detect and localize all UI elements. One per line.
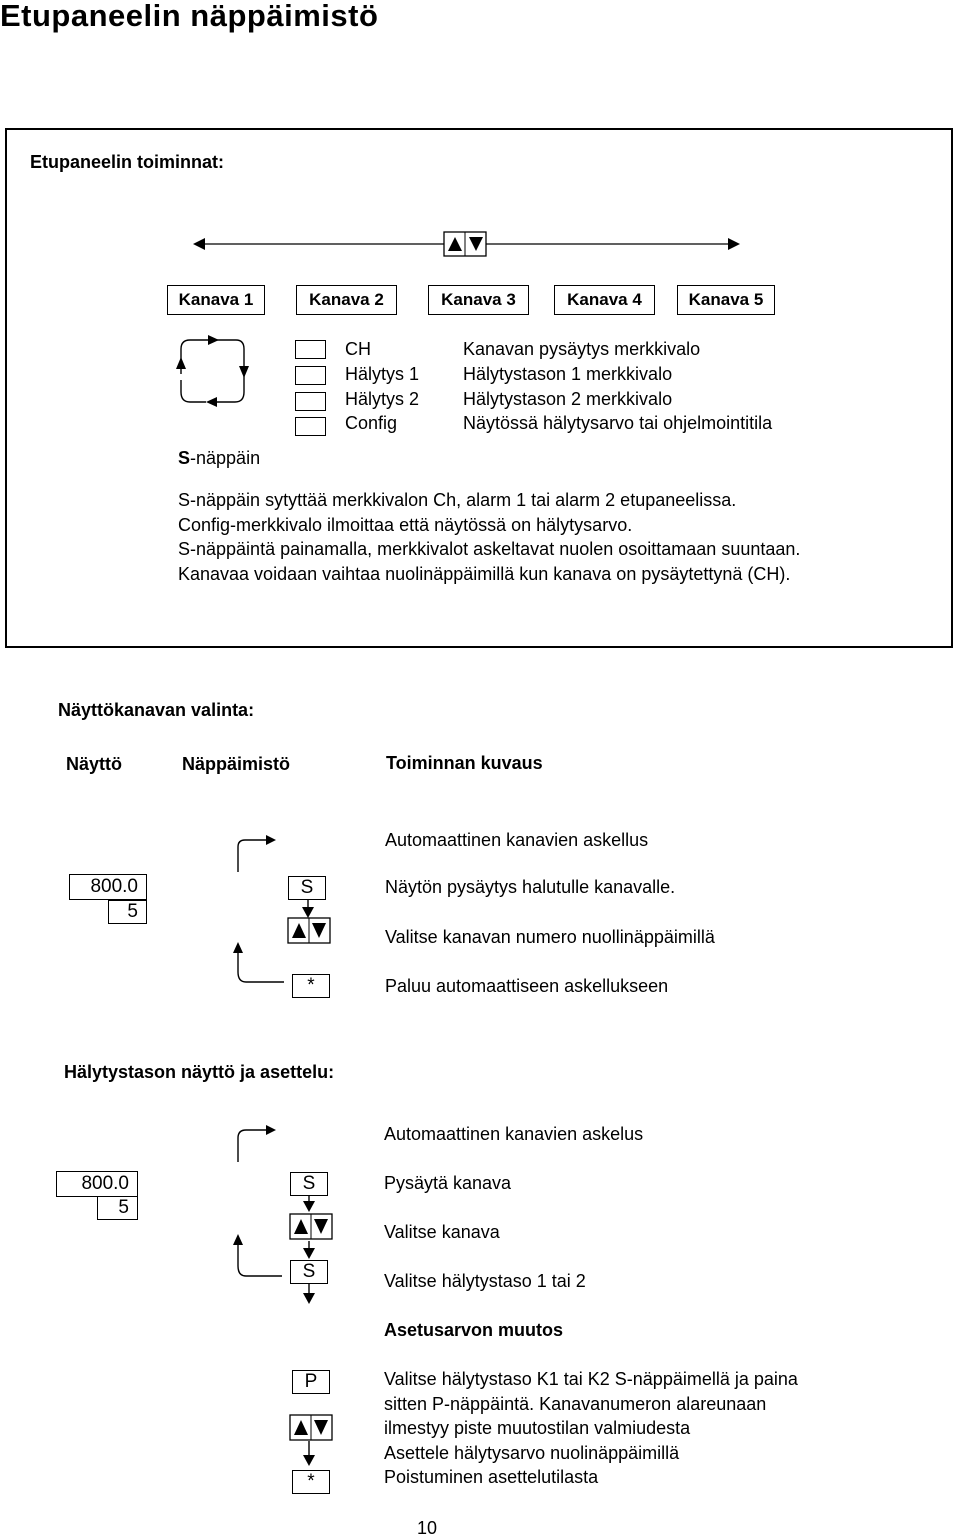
channel-box-4: Kanava 4 — [554, 285, 655, 315]
cycle-up-arrow-icon — [176, 357, 186, 369]
channel-step-3: Valitse kanavan numero nuollinäppäimillä — [385, 927, 715, 947]
left-arrowhead-icon — [193, 238, 205, 250]
s-key-cycle-icon — [181, 340, 244, 402]
indicator-desc-alarm2: Hälytystason 2 merkkivalo — [463, 389, 673, 409]
cycle-left-arrow-icon — [206, 397, 217, 407]
channel-step-1: Automaattinen kanavien askellus — [385, 830, 649, 850]
panel-note-4: Kanavaa voidaan vaihtaa nuolinäppäimillä kun kanava on pysäytettynä (CH). — [178, 564, 791, 584]
alarm-step-4: Valitse hälytystaso 1 tai 2 — [384, 1271, 586, 1291]
s-key-down-arrow-icon — [302, 907, 314, 918]
return-up-arrow-icon — [233, 942, 243, 953]
s-key-letter: S — [178, 448, 191, 468]
channel-box-5: Kanava 5 — [677, 285, 775, 315]
alarm-s-key-text-1: S — [302, 1173, 316, 1194]
alarm-display-value: 800.0 — [81, 1173, 129, 1194]
alarm-display-channel: 5 — [118, 1197, 129, 1218]
alarm-step-1: Automaattinen kanavien askelus — [384, 1124, 644, 1144]
setpoint-arrow-keys-icon — [290, 1415, 332, 1440]
indicator-name-config: Config — [345, 413, 398, 433]
s-key-text: S — [300, 877, 314, 898]
setpoint-line-1: Valitse hälytystaso K1 tai K2 S-näppäimellä ja paina — [384, 1369, 798, 1389]
setpoint-line-3: ilmestyy piste muutostilan valmiudesta — [384, 1418, 691, 1438]
right-arrowhead-icon — [728, 238, 740, 250]
panel-note-1: S-näppäin sytyttää merkkivalon Ch, alarm 1 tai alarm 2 etupaneelissa. — [178, 490, 737, 510]
channel-box-1: Kanava 1 — [167, 285, 265, 315]
channel-step-4: Paluu automaattiseen askellukseen — [385, 976, 669, 996]
alarm-flow — [238, 1130, 309, 1459]
setpoint-line-5: Poistuminen asettelutilasta — [384, 1467, 599, 1487]
page-number: 10 — [417, 1518, 438, 1538]
alarm-arrow-keys-icon — [290, 1214, 332, 1239]
setpoint-line-2: sitten P-näppäintä. Kanavanumeron alareunaan — [384, 1394, 767, 1414]
col-header-display: Näyttö — [66, 754, 123, 774]
alarm-step-3: Valitse kanava — [384, 1222, 500, 1242]
indicator-desc-ch: Kanavan pysäytys merkkivalo — [463, 339, 701, 359]
alarm-star-key-text: * — [307, 1471, 315, 1492]
display-channel: 5 — [127, 901, 138, 922]
display-value: 800.0 — [90, 876, 138, 897]
indicator-name-ch: CH — [345, 339, 371, 359]
setpoint-down-arrow-icon — [303, 1455, 315, 1466]
panel-heading: Etupaneelin toiminnat: — [30, 152, 225, 172]
p-key-text: P — [304, 1371, 318, 1392]
cycle-right-arrow-icon — [208, 335, 219, 345]
alarm-s2-down-arrow-icon — [303, 1293, 315, 1304]
setpoint-heading: Asetusarvon muutos — [384, 1320, 564, 1340]
alarm-s-key-text-2: S — [302, 1261, 316, 1282]
panel-note-3: S-näppäintä painamalla, merkkivalot askeltavat nuolen osoittamaan suuntaan. — [178, 539, 801, 559]
page-title: Etupaneelin näppäimistö — [0, 0, 379, 33]
alarm-return-up-arrow-icon — [233, 1234, 243, 1245]
indicator-name-alarm1: Hälytys 1 — [345, 364, 420, 384]
channel-box-2: Kanava 2 — [296, 285, 397, 315]
alarm-redo-arrow-icon — [266, 1125, 276, 1135]
indicator-name-alarm2: Hälytys 2 — [345, 389, 420, 409]
col-header-keys: Näppäimistö — [182, 754, 291, 774]
indicator-desc-alarm1: Hälytystason 1 merkkivalo — [463, 364, 673, 384]
alarm-s-down-arrow-icon — [303, 1201, 315, 1212]
redo-arrow-icon — [266, 835, 276, 845]
star-key-text: * — [307, 975, 315, 996]
setpoint-line-4: Asettele hälytysarvo nuolinäppäimillä — [384, 1443, 680, 1463]
panel-note-2: Config-merkkivalo ilmoittaa että näytössä on hälytysarvo. — [178, 515, 633, 535]
cycle-down-arrow-icon — [239, 366, 249, 378]
s-key-label-rest: -näppäin — [190, 448, 261, 468]
channel-select-flow — [238, 840, 308, 982]
channel-box-3: Kanava 3 — [428, 285, 529, 315]
col-header-desc: Toiminnan kuvaus — [386, 753, 543, 773]
channel-step-2: Näytön pysäytys halutulle kanavalle. — [385, 877, 676, 897]
indicator-desc-config: Näytössä hälytysarvo tai ohjelmointitila — [463, 413, 773, 433]
channel-select-heading: Näyttökanavan valinta: — [58, 700, 255, 720]
alarm-step-2: Pysäytä kanava — [384, 1173, 512, 1193]
channel-nav-arrows — [193, 232, 740, 256]
alarm-heading: Hälytystason näyttö ja asettelu: — [64, 1062, 335, 1082]
channel-arrow-keys-icon — [288, 918, 330, 943]
alarm-keys-down-arrow-icon — [303, 1248, 315, 1259]
